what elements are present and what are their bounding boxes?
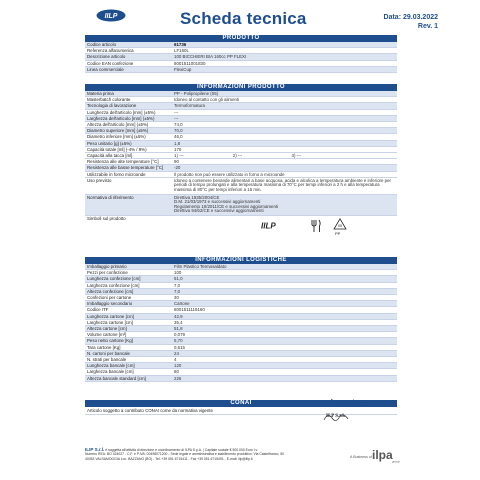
row-key: Diametro superiore [mm] (±5%) [87,128,149,134]
capacity-mark-1: 1) --- [174,153,184,159]
row-key: Simboli sul prodotto [87,216,126,221]
section-informazioni-logistiche [85,257,397,382]
row-key: Masterbatch colorante [87,97,131,103]
row-key: Lunghezza dell'articolo [mm] (±5%) [87,109,156,115]
row-value: 51,8 [174,326,183,332]
table-row [85,67,397,73]
section-heading: INFORMAZIONI LOGISTICHE [85,257,397,264]
normativa-line: Direttiva 94/62/CE e successivi aggiornamenti [174,208,264,214]
row-value: FlexiCup [174,66,192,72]
row-key: Peso netto cartone [Kg] [87,338,133,344]
row-value: 4 [174,357,177,363]
row-key: Imballaggio secondario [87,301,133,307]
row-key: Codice ITF [87,307,109,313]
ilpa-group-brand [350,447,406,463]
row-value: 1,8 [174,140,181,146]
row-key: Normativa di riferimento [87,194,134,200]
row-value: Cartone [174,301,190,307]
row-value: 80 [174,369,179,375]
row-key: Lunghezza confezione [cm] [87,276,141,282]
row-value: --- [174,109,179,115]
row-key: Lunghezza bancale [cm] [87,363,135,369]
row-key: Resistenza alle basse temperature [°C] [87,165,164,171]
row-value: 0,079 [174,332,185,338]
row-value: LF160L [174,48,189,54]
row-key: Materia prima [87,91,114,96]
row-key: Tecnologia di lavorazione [87,103,137,109]
row-key: Lunghezza cartone [cm] [87,313,134,319]
row-value: Idoneo al contatto con gli alimenti [174,97,240,103]
row-value: 100 [174,270,182,276]
svg-text:group: group [392,459,400,463]
row-value: Idoneo a contenere bevande alimentari a base acquosa, acida e alcolica a temperatura ambiente e inferiore per periodi di tempo prolungati e alla temperatura massima di 70°C per tempi inferiori a 2 h e alla temperatura massima di 80°C per tempi inferiori a 15 min. [174,177,391,193]
section-heading: CONAI [85,400,397,407]
row-value: -20 [174,165,181,171]
svg-text:ilpa: ilpa [372,448,393,462]
section-heading: PRODOTTO [85,35,397,42]
table-row [85,376,397,382]
row-key: Confezioni per cartone [87,295,132,301]
row-value: 74,0 [174,122,183,128]
recycle-pp-label: PP [335,231,341,236]
row-value: 35,4 [174,319,183,325]
revision-label: Rev. 1 [417,23,438,30]
table-row [85,195,397,216]
row-value [173,153,397,158]
conai-text: Articolo soggetto a contributo CONAI come da normativa vigente [85,407,397,415]
row-key: Pezzi per confezione [87,270,128,276]
food-contact-icon [310,219,322,233]
signature-stamp [322,408,362,424]
row-value: 170 [174,146,182,152]
row-value: 30 [174,295,179,301]
row-key: N. strati per bancale [87,357,127,363]
row-key: Altezza bancale standard [cm] [87,375,146,381]
row-key: Resistenza alle alte temperature [°C] [87,159,159,165]
footer-line-2: Numero REA: BO 424027 - C.F. e P.IVA: 00498071200 - Sede legale e amministrativa e stabilimento produttivo: Via Castelfranco, 50 [85,452,285,457]
svg-text:IILP: IILP [261,221,276,230]
row-value: 61736 [174,42,187,47]
row-key: Codice EAN confezione [87,60,134,66]
row-key: Altezza dell'articolo [mm] (±5%) [87,122,149,128]
row-value [173,196,397,214]
row-value: 0,615 [174,344,185,350]
row-key: Volume cartone [m³] [87,332,127,338]
table-row [85,178,397,195]
row-key: Referenza alfanumerica [87,48,134,54]
page-title: Scheda tecnica [180,9,307,28]
date-label: Data: 29.03.2022 [383,14,438,21]
row-value: Il prodotto non può essere utilizzato in forno a microonde [174,171,285,177]
company-footer [85,448,325,461]
row-key: Codice articolo [87,42,117,47]
row-key: Imballaggio primario [87,264,127,269]
row-key: Altezza cartone [cm] [87,326,127,332]
row-key: Capacità alla tacca [ml] [87,153,133,159]
row-value: PP - Polipropilene (05) [174,91,219,96]
row-value: Termoformatura [174,103,205,109]
row-value: 7,0 [174,288,181,294]
row-key: Uso previsto [87,177,112,183]
footer-line-3: 40053 VALSAMOGGIA Loc. BAZZANO (BO) - Tel. +39 051 6715411 - Fax +39 051 6715491 - E-mail: ilip@ilip.it [85,456,253,461]
row-key: Altezza confezione [cm] [87,288,134,294]
section-prodotto [85,35,397,73]
row-value: 226 [174,375,182,381]
ilip-logo [96,9,126,22]
row-key: Larghezza dell'articolo [mm] (±5%) [87,115,155,121]
row-key: Utilizzabile in forno microonde [87,171,146,177]
page-header [0,0,480,34]
row-value: 51,0 [174,276,183,282]
section-informazioni-prodotto [85,84,397,242]
svg-text:IILP: IILP [104,13,118,20]
symbols-row [85,216,397,242]
normativa-line: Direttiva 1935/2004/CE [174,194,220,200]
svg-text:ILP S.r.l.: ILP S.r.l. [326,414,345,419]
row-value: 90 [174,159,179,165]
ilip-mark-icon [261,221,283,230]
row-key: Larghezza bancale [cm] [87,369,134,375]
row-value: 120 [174,363,182,369]
row-key: Capacità totale [ml] (-4% / 9%) [87,146,147,152]
row-value: 70,0 [174,128,183,134]
row-value: 7,0 [174,282,181,288]
row-key: Diametro inferiore [mm] (±5%) [87,134,146,140]
footer-company-rest: è soggetta all'attività di direzione e coordinamento di ILPA S.p.A. | Capitale sociale € 500.000 Euro i.v. [104,448,258,452]
row-key: N. cartoni per bancale [87,350,130,356]
row-key: Tara cartone [Kg] [87,344,121,350]
row-key: Descrizione articolo [87,54,126,60]
row-value: 8001511119160 [174,307,205,313]
normativa-line: D.M. 21/03/1973 e successivi aggiornamenti [174,199,261,205]
recycle-pp-icon [333,218,347,230]
row-key: Larghezza confezione [cm] [87,282,140,288]
row-value: 42,9 [174,313,183,319]
section-heading: INFORMAZIONI PRODOTTO [85,84,397,91]
normativa-line: Regolamento 10/2011/CE e successivi aggiornamenti [174,203,279,209]
approval-label: Approvazione: [330,399,365,405]
svg-text:05: 05 [338,224,342,228]
ilpa-logo [372,447,406,463]
capacity-mark-2: 2) --- [232,153,243,159]
row-value: 24 [174,350,179,356]
row-value: 5,70 [174,338,183,344]
row-key: Peso unitario [g] (±5%) [87,140,132,146]
row-key: Linea commerciale [87,66,124,72]
capacity-mark-3: 3) --- [291,153,302,159]
footer-company: ILIP S.r.l. [85,447,105,452]
row-value: --- [174,115,179,121]
row-value: 100 BICCHIERI BIA 160cc PP FLEXI [174,54,247,60]
row-value: 46,0 [174,134,183,140]
row-value: 8001511001830 [174,60,206,66]
date-revision [384,13,438,31]
brand-prefix: A Business of [350,455,372,459]
row-value: Film Plastico Termosaldato [174,264,227,269]
row-key: Larghezza cartone [cm] [87,319,133,325]
